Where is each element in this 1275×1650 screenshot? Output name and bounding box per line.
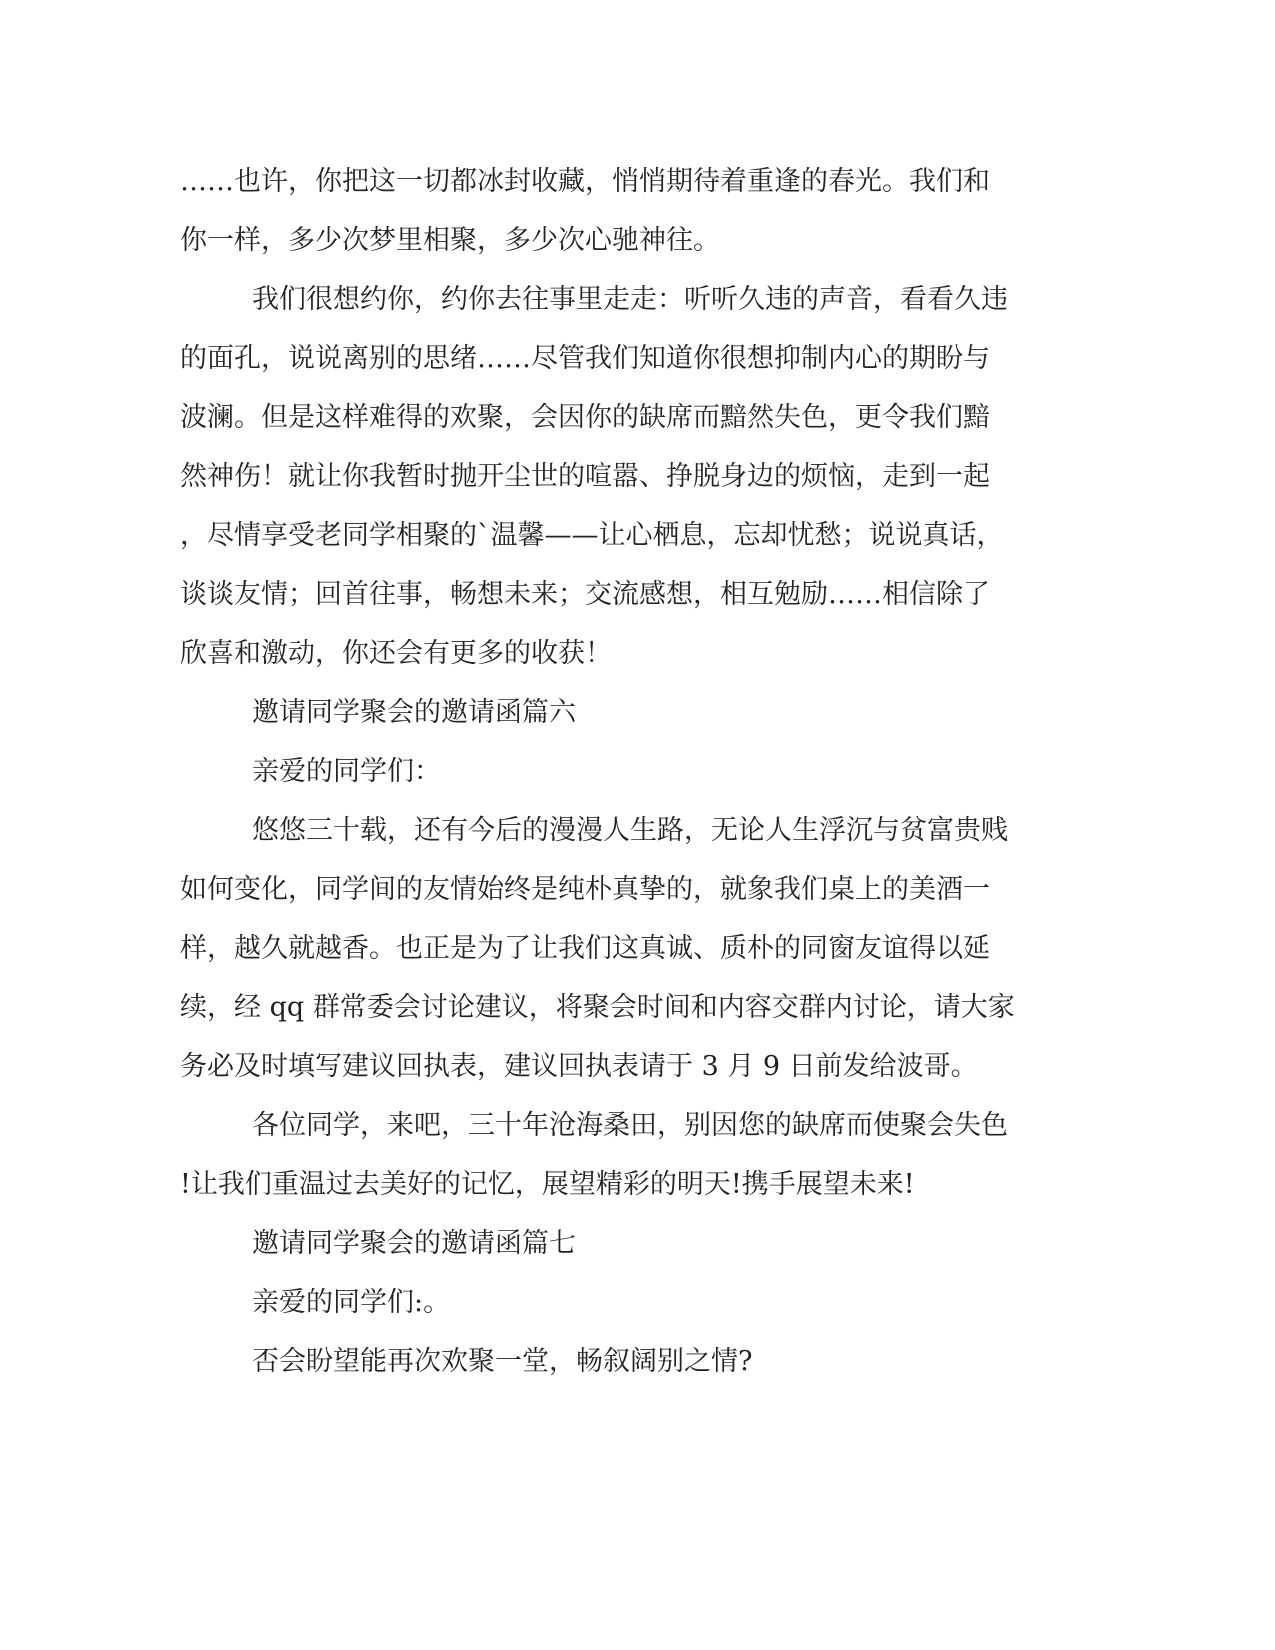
paragraph-line-13: 如何变化，同学间的友情始终是纯朴真挚的，就象我们桌上的美酒一 xyxy=(180,874,990,905)
paragraph-line-6: 然神伤！就让你我暂时抛开尘世的喧嚣、挣脱身边的烦恼，走到一起 xyxy=(180,461,990,492)
paragraph-line-7: ，尽情享受老同学相聚的`温馨——让心栖息，忘却忧愁；说说真话， xyxy=(180,520,1004,551)
paragraph-line-16: 务必及时填写建议回执表，建议回执表请于 3 月 9 日前发给波哥。 xyxy=(180,1051,978,1082)
paragraph-line-17: 各位同学，来吧，三十年沧海桑田，别因您的缺席而使聚会失色 xyxy=(252,1110,1008,1141)
paragraph-line-21: 否会盼望能再次欢聚一堂，畅叙阔别之情? xyxy=(252,1346,753,1377)
paragraph-line-2: 你一样，多少次梦里相聚，多少次心驰神往。 xyxy=(180,225,720,256)
section-heading-6: 邀请同学聚会的邀请函篇六 xyxy=(252,697,576,728)
paragraph-line-14: 样，越久就越香。也正是为了让我们这真诚、质朴的同窗友谊得以延 xyxy=(180,933,990,964)
paragraph-line-9: 欣喜和激动，你还会有更多的收获！ xyxy=(180,638,612,669)
salutation-line-1: 亲爱的同学们： xyxy=(252,756,441,787)
paragraph-line-18: !让我们重温过去美好的记忆，展望精彩的明天!携手展望未来! xyxy=(180,1169,915,1200)
document-body xyxy=(180,152,1030,1391)
paragraph-line-1: ……也许，你把这一切都冰封收藏，悄悄期待着重逢的春光。我们和 xyxy=(180,166,990,197)
paragraph-line-12: 悠悠三十载，还有今后的漫漫人生路，无论人生浮沉与贫富贵贱 xyxy=(252,815,1008,846)
paragraph-line-4: 的面孔，说说离别的思绪……尽管我们知道你很想抑制内心的期盼与 xyxy=(180,343,990,374)
paragraph-line-3: 我们很想约你，约你去往事里走走：听听久违的声音，看看久违 xyxy=(252,284,1008,315)
salutation-line-2: 亲爱的同学们:。 xyxy=(252,1287,451,1318)
section-heading-7: 邀请同学聚会的邀请函篇七 xyxy=(252,1228,576,1259)
paragraph-line-8: 谈谈友情；回首往事，畅想未来；交流感想，相互勉励……相信除了 xyxy=(180,579,990,610)
paragraph-line-15: 续，经 qq 群常委会讨论建议，将聚会时间和内容交群内讨论，请大家 xyxy=(180,992,1015,1023)
paragraph-line-5: 波澜。但是这样难得的欢聚，会因你的缺席而黯然失色，更令我们黯 xyxy=(180,402,990,433)
